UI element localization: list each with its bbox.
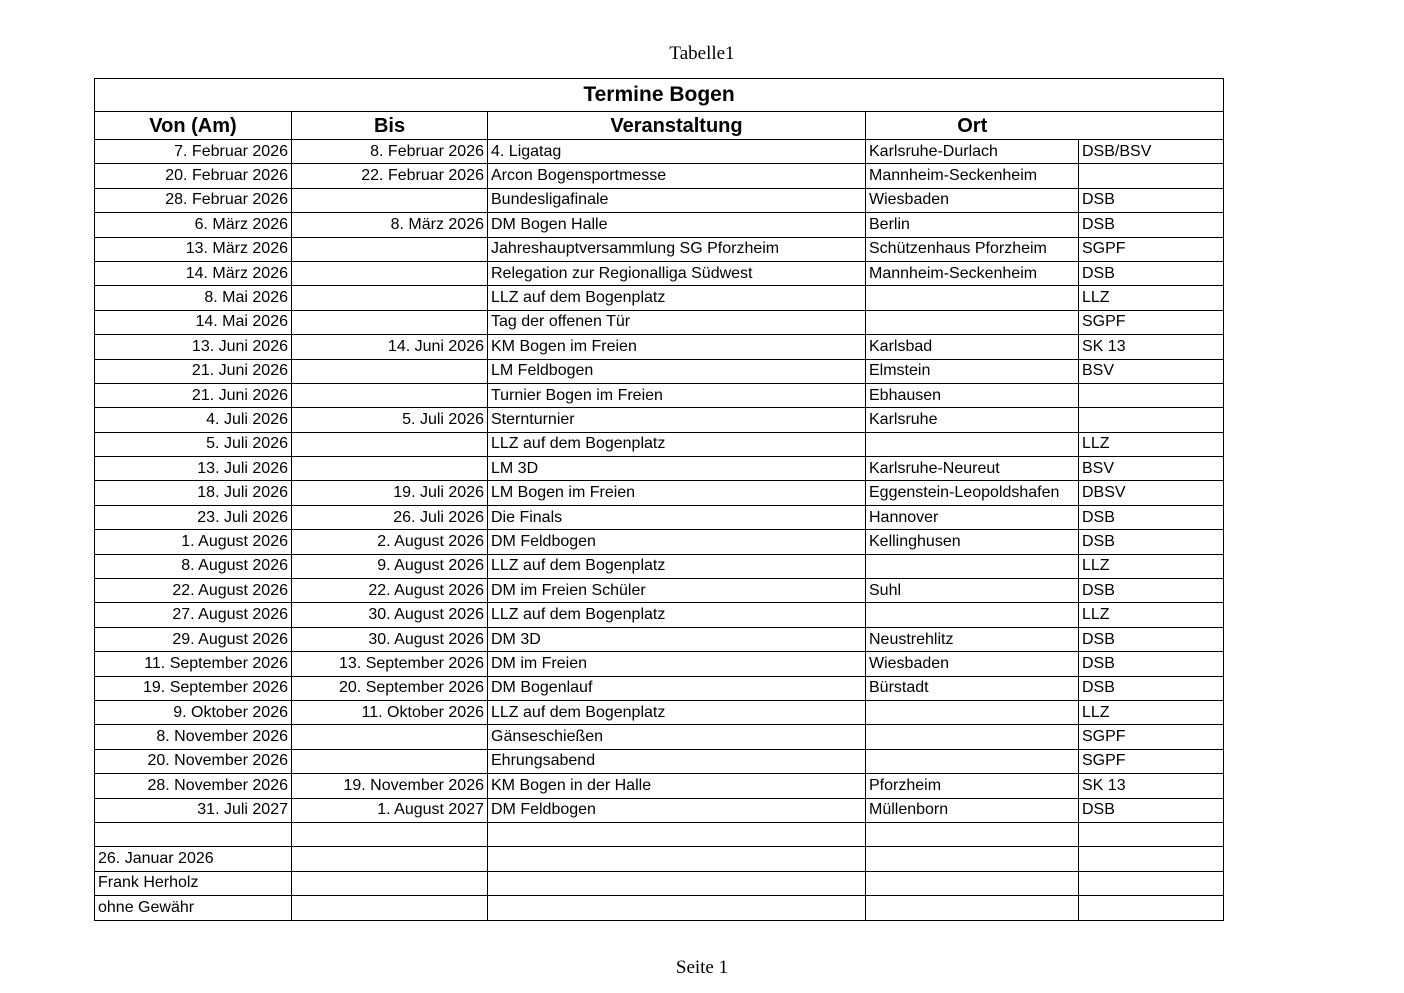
cell-ort: Müllenborn	[866, 798, 1079, 822]
table-row	[95, 261, 1224, 285]
cell-bis: 19. Juli 2026	[292, 481, 488, 505]
cell-bis	[292, 457, 488, 481]
table-row	[95, 213, 1224, 237]
footer-row	[95, 896, 1224, 920]
cell-bis: 14. Juni 2026	[292, 335, 488, 359]
cell-von: 4. Juli 2026	[95, 408, 292, 432]
cell-von: 28. Februar 2026	[95, 188, 292, 212]
cell-organisation: LLZ	[1079, 286, 1224, 310]
table-row	[95, 481, 1224, 505]
cell-bis	[292, 725, 488, 749]
cell-ort: Elmstein	[866, 359, 1079, 383]
cell-ort: Mannheim-Seckenheim	[866, 261, 1079, 285]
cell-von: 6. März 2026	[95, 213, 292, 237]
table-row	[95, 383, 1224, 407]
cell-organisation	[1079, 408, 1224, 432]
cell-organisation: SGPF	[1079, 749, 1224, 773]
cell-veranstaltung: DM Feldbogen	[488, 530, 866, 554]
header-bis: Bis	[292, 112, 488, 140]
table-row	[95, 652, 1224, 676]
cell-von: 8. August 2026	[95, 554, 292, 578]
cell-organisation: BSV	[1079, 359, 1224, 383]
table-title-row	[95, 79, 1224, 112]
cell-von: 8. November 2026	[95, 725, 292, 749]
cell-bis	[292, 188, 488, 212]
cell-von: 13. Juni 2026	[95, 335, 292, 359]
cell-von: 8. Mai 2026	[95, 286, 292, 310]
cell-organisation: LLZ	[1079, 432, 1224, 456]
table-row	[95, 188, 1224, 212]
cell-ort	[866, 725, 1079, 749]
cell-organisation: SK 13	[1079, 335, 1224, 359]
empty-cell	[292, 822, 488, 846]
cell-veranstaltung: LLZ auf dem Bogenplatz	[488, 554, 866, 578]
cell-ort: Hannover	[866, 505, 1079, 529]
cell-von: 7. Februar 2026	[95, 140, 292, 164]
cell-von: 31. Juli 2027	[95, 798, 292, 822]
table-row	[95, 749, 1224, 773]
table-row	[95, 140, 1224, 164]
empty-cell	[488, 822, 866, 846]
cell-ort: Schützenhaus Pforzheim	[866, 237, 1079, 261]
cell-von: 1. August 2026	[95, 530, 292, 554]
events-table	[94, 78, 1224, 921]
cell-ort	[866, 286, 1079, 310]
cell-organisation: SGPF	[1079, 725, 1224, 749]
empty-cell	[866, 871, 1079, 895]
cell-bis: 11. Oktober 2026	[292, 700, 488, 724]
cell-veranstaltung: Tag der offenen Tür	[488, 310, 866, 334]
table-row	[95, 554, 1224, 578]
empty-cell	[866, 822, 1079, 846]
cell-bis: 30. August 2026	[292, 603, 488, 627]
page-header: Tabelle1	[669, 43, 735, 64]
cell-veranstaltung: KM Bogen in der Halle	[488, 774, 866, 798]
empty-cell	[292, 871, 488, 895]
cell-bis	[292, 310, 488, 334]
table-row	[95, 530, 1224, 554]
table-row	[95, 237, 1224, 261]
cell-von: 20. Februar 2026	[95, 164, 292, 188]
cell-ort: Karlsruhe	[866, 408, 1079, 432]
table-row	[95, 164, 1224, 188]
cell-von: 14. Mai 2026	[95, 310, 292, 334]
table-row	[95, 676, 1224, 700]
cell-bis	[292, 383, 488, 407]
empty-cell	[1079, 896, 1224, 920]
cell-bis	[292, 261, 488, 285]
cell-von: 9. Oktober 2026	[95, 700, 292, 724]
table-row	[95, 408, 1224, 432]
table-row	[95, 798, 1224, 822]
header-org	[1079, 112, 1224, 140]
cell-ort: Karlsbad	[866, 335, 1079, 359]
cell-ort	[866, 603, 1079, 627]
cell-veranstaltung: Relegation zur Regionalliga Südwest	[488, 261, 866, 285]
cell-von: 14. März 2026	[95, 261, 292, 285]
footer-note: 26. Januar 2026	[95, 847, 292, 871]
footer-row	[95, 871, 1224, 895]
cell-bis: 22. Februar 2026	[292, 164, 488, 188]
cell-ort: Neustrehlitz	[866, 627, 1079, 651]
table-row	[95, 603, 1224, 627]
empty-cell	[866, 896, 1079, 920]
cell-veranstaltung: Turnier Bogen im Freien	[488, 383, 866, 407]
cell-organisation: DSB/BSV	[1079, 140, 1224, 164]
cell-veranstaltung: LLZ auf dem Bogenplatz	[488, 603, 866, 627]
cell-veranstaltung: LM Feldbogen	[488, 359, 866, 383]
cell-ort: Wiesbaden	[866, 188, 1079, 212]
table-row	[95, 627, 1224, 651]
cell-ort: Karlsruhe-Neureut	[866, 457, 1079, 481]
cell-bis: 22. August 2026	[292, 579, 488, 603]
empty-cell	[1079, 871, 1224, 895]
cell-von: 22. August 2026	[95, 579, 292, 603]
table-row	[95, 432, 1224, 456]
cell-von: 23. Juli 2026	[95, 505, 292, 529]
cell-organisation: DSB	[1079, 530, 1224, 554]
cell-bis: 30. August 2026	[292, 627, 488, 651]
cell-ort: Pforzheim	[866, 774, 1079, 798]
header-veranstaltung: Veranstaltung	[488, 112, 866, 140]
cell-bis	[292, 237, 488, 261]
cell-veranstaltung: LLZ auf dem Bogenplatz	[488, 432, 866, 456]
cell-bis: 19. November 2026	[292, 774, 488, 798]
cell-bis	[292, 286, 488, 310]
cell-organisation: LLZ	[1079, 603, 1224, 627]
cell-organisation: DSB	[1079, 627, 1224, 651]
cell-ort: Kellinghusen	[866, 530, 1079, 554]
cell-von: 28. November 2026	[95, 774, 292, 798]
cell-organisation: SGPF	[1079, 237, 1224, 261]
cell-veranstaltung: Ehrungsabend	[488, 749, 866, 773]
cell-organisation: DSB	[1079, 261, 1224, 285]
cell-bis: 20. September 2026	[292, 676, 488, 700]
cell-bis: 13. September 2026	[292, 652, 488, 676]
cell-organisation: SK 13	[1079, 774, 1224, 798]
table-row	[95, 310, 1224, 334]
cell-organisation: SGPF	[1079, 310, 1224, 334]
cell-veranstaltung: DM Bogenlauf	[488, 676, 866, 700]
table-row	[95, 774, 1224, 798]
cell-ort: Eggenstein-Leopoldshafen	[866, 481, 1079, 505]
cell-von: 21. Juni 2026	[95, 359, 292, 383]
cell-veranstaltung: Gänseschießen	[488, 725, 866, 749]
cell-von: 27. August 2026	[95, 603, 292, 627]
page-footer: Seite 1	[675, 957, 729, 978]
cell-veranstaltung: LM Bogen im Freien	[488, 481, 866, 505]
cell-bis: 1. August 2027	[292, 798, 488, 822]
cell-organisation	[1079, 164, 1224, 188]
cell-organisation: LLZ	[1079, 700, 1224, 724]
header-von: Von (Am)	[95, 112, 292, 140]
cell-bis: 8. März 2026	[292, 213, 488, 237]
footer-row	[95, 822, 1224, 846]
cell-ort	[866, 749, 1079, 773]
empty-cell	[1079, 822, 1224, 846]
empty-cell	[488, 847, 866, 871]
cell-bis: 26. Juli 2026	[292, 505, 488, 529]
cell-ort: Suhl	[866, 579, 1079, 603]
cell-veranstaltung: Bundesligafinale	[488, 188, 866, 212]
table-row	[95, 335, 1224, 359]
cell-von: 13. März 2026	[95, 237, 292, 261]
cell-bis: 8. Februar 2026	[292, 140, 488, 164]
cell-ort	[866, 310, 1079, 334]
cell-ort	[866, 432, 1079, 456]
table-row	[95, 725, 1224, 749]
cell-organisation: DSB	[1079, 579, 1224, 603]
table-row	[95, 505, 1224, 529]
table-row	[95, 700, 1224, 724]
cell-veranstaltung: DM im Freien	[488, 652, 866, 676]
empty-cell	[488, 871, 866, 895]
cell-bis	[292, 749, 488, 773]
cell-ort	[866, 700, 1079, 724]
table-row	[95, 286, 1224, 310]
cell-bis: 5. Juli 2026	[292, 408, 488, 432]
cell-ort: Berlin	[866, 213, 1079, 237]
cell-organisation: DSB	[1079, 798, 1224, 822]
cell-von: 13. Juli 2026	[95, 457, 292, 481]
cell-veranstaltung: Arcon Bogensportmesse	[488, 164, 866, 188]
cell-veranstaltung: 4. Ligatag	[488, 140, 866, 164]
cell-organisation: DSB	[1079, 188, 1224, 212]
cell-von: 20. November 2026	[95, 749, 292, 773]
cell-organisation: DBSV	[1079, 481, 1224, 505]
cell-von: 29. August 2026	[95, 627, 292, 651]
cell-veranstaltung: LLZ auf dem Bogenplatz	[488, 700, 866, 724]
footer-note: Frank Herholz	[95, 871, 292, 895]
cell-organisation: DSB	[1079, 676, 1224, 700]
cell-veranstaltung: Jahreshauptversammlung SG Pforzheim	[488, 237, 866, 261]
cell-veranstaltung: LM 3D	[488, 457, 866, 481]
cell-ort: Karlsruhe-Durlach	[866, 140, 1079, 164]
cell-bis	[292, 359, 488, 383]
footer-row	[95, 847, 1224, 871]
cell-ort: Wiesbaden	[866, 652, 1079, 676]
cell-bis: 2. August 2026	[292, 530, 488, 554]
table-row	[95, 457, 1224, 481]
cell-veranstaltung: DM Bogen Halle	[488, 213, 866, 237]
footer-note	[95, 822, 292, 846]
empty-cell	[292, 847, 488, 871]
empty-cell	[488, 896, 866, 920]
table-row	[95, 359, 1224, 383]
cell-von: 21. Juni 2026	[95, 383, 292, 407]
cell-von: 18. Juli 2026	[95, 481, 292, 505]
cell-veranstaltung: DM im Freien Schüler	[488, 579, 866, 603]
cell-von: 5. Juli 2026	[95, 432, 292, 456]
empty-cell	[866, 847, 1079, 871]
cell-bis	[292, 432, 488, 456]
cell-ort: Ebhausen	[866, 383, 1079, 407]
cell-organisation: LLZ	[1079, 554, 1224, 578]
empty-cell	[1079, 847, 1224, 871]
cell-organisation: BSV	[1079, 457, 1224, 481]
cell-von: 19. September 2026	[95, 676, 292, 700]
table-title: Termine Bogen	[95, 79, 1224, 112]
footer-note: ohne Gewähr	[95, 896, 292, 920]
cell-organisation: DSB	[1079, 213, 1224, 237]
cell-bis: 9. August 2026	[292, 554, 488, 578]
cell-ort: Bürstadt	[866, 676, 1079, 700]
cell-organisation: DSB	[1079, 505, 1224, 529]
cell-veranstaltung: KM Bogen im Freien	[488, 335, 866, 359]
cell-organisation	[1079, 383, 1224, 407]
header-ort: Ort	[866, 112, 1079, 140]
table-header-row	[95, 112, 1224, 140]
cell-von: 11. September 2026	[95, 652, 292, 676]
cell-ort	[866, 554, 1079, 578]
cell-veranstaltung: LLZ auf dem Bogenplatz	[488, 286, 866, 310]
cell-veranstaltung: Sternturnier	[488, 408, 866, 432]
cell-veranstaltung: DM 3D	[488, 627, 866, 651]
empty-cell	[292, 896, 488, 920]
table-row	[95, 579, 1224, 603]
cell-veranstaltung: Die Finals	[488, 505, 866, 529]
cell-veranstaltung: DM Feldbogen	[488, 798, 866, 822]
cell-organisation: DSB	[1079, 652, 1224, 676]
cell-ort: Mannheim-Seckenheim	[866, 164, 1079, 188]
